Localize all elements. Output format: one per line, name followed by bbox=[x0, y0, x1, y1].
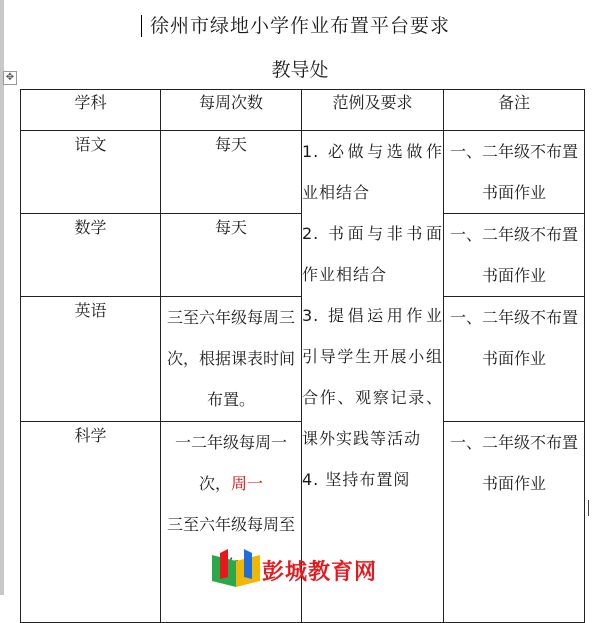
subject-cell[interactable]: 语文 bbox=[21, 131, 161, 214]
subject-cell[interactable]: 英语 bbox=[21, 297, 161, 422]
right-margin-mark bbox=[588, 500, 589, 516]
requirement-item: 2. 书面与非书面作业相结合 bbox=[302, 224, 443, 284]
watermark-text: 彭城教育网 bbox=[262, 560, 378, 585]
subject-cell[interactable]: 数学 bbox=[21, 214, 161, 297]
requirement-item: 1. 必做与选做作业相结合 bbox=[302, 142, 443, 202]
note-cell[interactable]: 一、二年级不布置书面作业 bbox=[444, 297, 585, 422]
header-frequency[interactable]: 每周次数 bbox=[161, 90, 302, 131]
header-requirements[interactable]: 范例及要求 bbox=[302, 90, 444, 131]
frequency-cell[interactable]: 每天 bbox=[161, 131, 302, 214]
document-title[interactable]: 徐州市绿地小学作业布置平台要求 bbox=[149, 15, 450, 37]
site-watermark bbox=[206, 547, 406, 591]
table-move-handle-icon[interactable]: ✥ bbox=[3, 71, 17, 85]
left-margin-bar bbox=[0, 0, 4, 595]
requirement-item: 3. 提倡运用作业引导学生开展小组合作、观察记录、课外实践等活动 bbox=[302, 306, 443, 448]
note-cell[interactable]: 一、二年级不布置书面作业 bbox=[444, 214, 585, 297]
table-row bbox=[21, 131, 585, 214]
frequency-cell[interactable] bbox=[161, 422, 302, 623]
header-note[interactable]: 备注 bbox=[444, 90, 585, 131]
frequency-text: 三至六年级每周至 bbox=[166, 515, 295, 534]
subject-cell[interactable]: 科学 bbox=[21, 422, 161, 623]
frequency-cell[interactable]: 每天 bbox=[161, 214, 302, 297]
frequency-cell[interactable]: 三至六年级每周三次，根据课表时间布置。 bbox=[161, 297, 302, 422]
document-subtitle[interactable]: 教导处 bbox=[271, 59, 329, 81]
frequency-highlight: 周一 bbox=[231, 474, 264, 493]
header-subject[interactable]: 学科 bbox=[21, 90, 161, 131]
table-header-row bbox=[21, 90, 585, 131]
homework-table[interactable] bbox=[20, 89, 585, 623]
note-cell[interactable]: 一、二年级不布置书面作业 bbox=[444, 422, 585, 623]
frequency-text: 一二年级每周一次， bbox=[174, 433, 287, 493]
requirement-item: 4. 坚持布置阅 bbox=[302, 470, 411, 489]
book-logo-icon bbox=[206, 547, 266, 591]
note-cell[interactable]: 一、二年级不布置书面作业 bbox=[444, 131, 585, 214]
